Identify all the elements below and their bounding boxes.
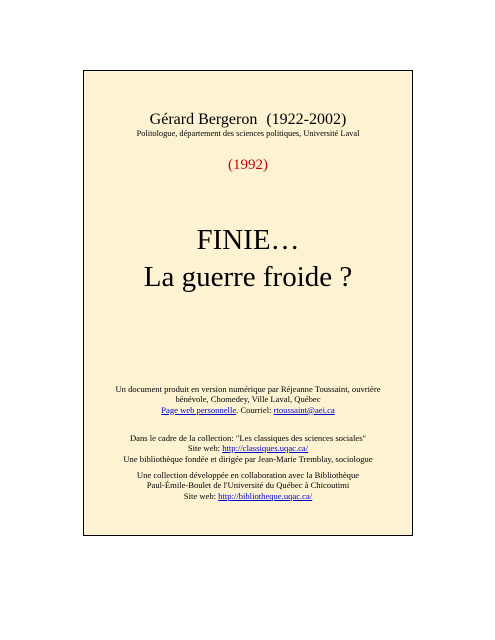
collection-site-line xyxy=(84,443,412,453)
author-line xyxy=(84,111,412,129)
credits-line-2: bénévole, Chomedey, Ville Laval, Québec xyxy=(175,394,321,405)
title-page xyxy=(83,70,413,536)
bibliotheque-site-link[interactable]: http://bibliotheque.uqac.ca/ xyxy=(218,490,313,501)
author-name: Gérard Bergeron xyxy=(149,111,258,128)
collection-line-3: Une bibliothèque fondée et dirigée par Jean-Marie Tremblay, sociologue xyxy=(123,453,373,464)
email-prefix: . Courriel: xyxy=(236,404,274,415)
book-title-line-1: FINIE… xyxy=(196,224,300,256)
classiques-site-link[interactable]: http://classiques.uqac.ca/ xyxy=(222,443,309,454)
credits-line-1: Un document produit en version numérique par Réjeanne Toussaint, ouvrière xyxy=(115,384,381,394)
collection-block xyxy=(84,433,412,464)
credits-block xyxy=(84,384,412,415)
collection-site-prefix: Site web: xyxy=(187,443,223,454)
library-block xyxy=(84,470,412,501)
library-site-line xyxy=(84,491,412,501)
collection-line-1: Dans le cadre de la collection: "Les classiques des sciences sociales" xyxy=(129,433,367,443)
credits-links-line xyxy=(84,405,412,415)
publication-year: (1992) xyxy=(228,157,268,173)
library-line-2: Paul-Émile-Boulet de l'Université du Québec à Chicoutimi xyxy=(146,480,350,491)
personal-page-link[interactable]: Page web personnelle xyxy=(161,404,237,415)
book-title-line-2: La guerre froide ? xyxy=(143,261,353,293)
library-line-1: Une collection développée en collaboration avec la Bibliothèque xyxy=(136,470,360,480)
author-role: Politologue, département des sciences politiques, Université Laval xyxy=(136,129,360,138)
author-years: (1922-2002) xyxy=(266,111,347,128)
email-link[interactable]: rtoussaint@aei.ca xyxy=(273,404,335,415)
library-site-prefix: Site web: xyxy=(183,490,219,501)
